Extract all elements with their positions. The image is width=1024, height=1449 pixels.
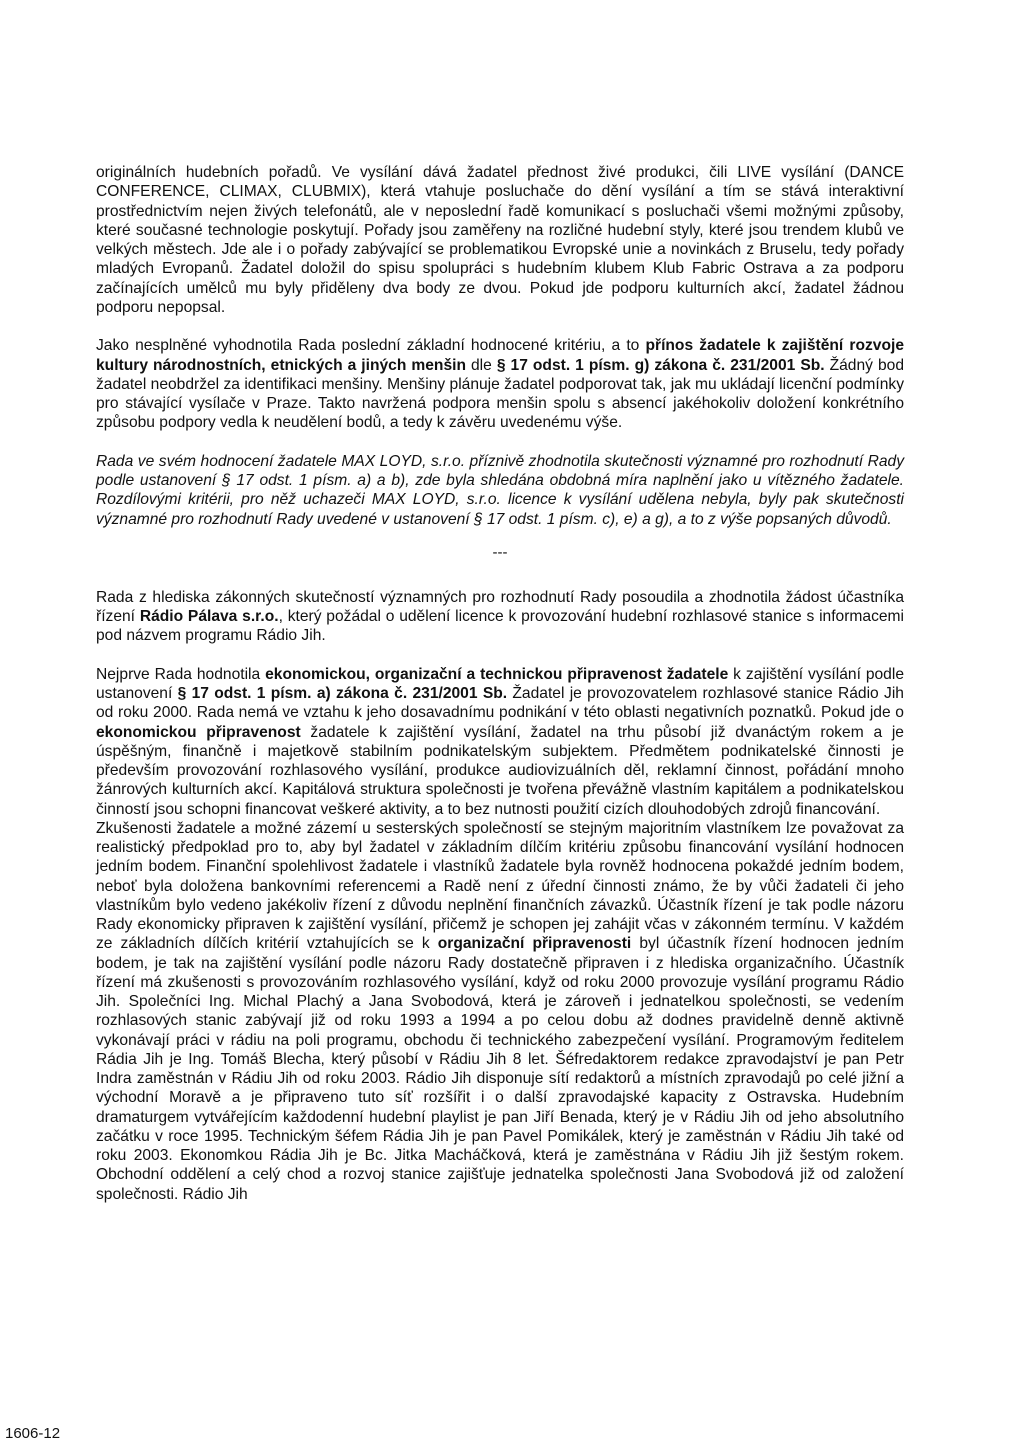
page-number: 1606-12 <box>5 1425 61 1442</box>
document-body <box>96 163 904 1204</box>
paragraph-max-loyd-summary <box>96 452 904 529</box>
bold-text-run: přínos žadatele k zajištění rozvoje kultury národnostních, etnických a jiných menšin <box>96 337 904 374</box>
text-run: k zajištění vysílání podle ustanovení <box>96 665 904 702</box>
text-run: Jako nesplněné vyhodnotila Rada poslední základní hodnocené kritériu, a to <box>96 337 646 355</box>
paragraph-radio-palava-application <box>96 588 904 646</box>
paragraph-economic-readiness <box>96 665 904 819</box>
text-run: Nejprve Rada hodnotila <box>96 665 266 683</box>
paragraph-organizational-readiness <box>96 819 904 1204</box>
text-run: Žádný bod žadatel neobdržel za identifikaci menšiny. Menšiny plánuje žadatel podporovat tak, jak mu ukládají licenční podmínky pro stávající vysílače v Praze. Takto navržená podpora menšin spolu s absencí jakéhokoliv doložení konkrétního způsobu podpory vedla k neudělení bodů, a tedy k závěru uvedenému výše. <box>96 356 904 432</box>
text-run: Zkušenosti žadatele a možné zázemí u sesterských společností se stejným majoritním vlastníkem lze považovat za realistický předpoklad pro to, aby byl žadatel v základním dílčím kritériu způsobu financování vysílání hodnocen jedním bodem. Finanční spolehlivost žadatele i vlastníků žadatele byla rovněž hodnocena pokaždé jedním bodem, neboť byla doložena bankovními referencemi a Radě není z úřední činnosti známo, že by vůči žadateli či jeho vlastníkům bylo vedeno jakékoliv řízení z důvodu neplnění finančních závazků. Účastník řízení je tak podle názoru Rady ekonomicky připraven k zajištění vysílání, přičemž je schopen jej zahájit včas v zákonném termínu. V každém ze základních dílčích kritérií vztahujících se k <box>96 819 904 953</box>
bold-text-run: Rádio Pálava s.r.o. <box>139 608 279 625</box>
text-run: Žadatel je provozovatelem rozhlasové stanice Rádio Jih od roku 2000. Rada nemá ve vztahu k jeho dosavadnímu podnikání v této oblasti negativních poznatků. Pokud jde o <box>96 685 904 722</box>
text-run: Rada ve svém hodnocení žadatele MAX LOYD, s.r.o. příznivě zhodnotila skutečnosti významné pro rozhodnutí Rady podle ustanovení § 17 odst. 1 písm. a) a b), zde byla shledána obdobná míra naplnění jako u vítězného žadatele. Rozdílovými kritérii, pro něž uchazeči MAX LOYD, s.r.o. licence k vysílání udělena nebyla, byly pak skutečnosti významné pro rozhodnutí Rady uvedené v ustanovení § 17 odst. 1 písm. c), e) a g), a to z výše popsaných důvodů. <box>96 452 904 528</box>
section-separator: --- <box>492 543 508 561</box>
text-run: žadatele k zajištění vysílání, žadatel na trhu působí již dvanáctým rokem a je úspěšným, finančně i majetkově stabilním podnikatelským subjektem. Předmětem podnikatelské činnosti je především provozování rozhlasového vysílání, produkce audiovizuálních děl, reklamní činnost, pořádání mnoho žánrových kulturních akcí. Kapitálová struktura společnosti je tvořena převážně vlastním kapitálem a podnikatelskou činností jsou schopni financovat veškeré aktivity, a to bez nutnosti použití cizích dlouhodobých zdrojů financování. <box>96 723 904 818</box>
text-run: dle <box>465 356 497 374</box>
text-run: byl účastník řízení hodnocen jedním bodem, je tak na zajištění vysílání podle názoru Rady dostatečně připraven i z hlediska organizačního. Účastník řízení má zkušenosti s provozováním rozhlasového vysílání, když od roku 2000 provozuje vysílání programu Rádio Jih. Společníci Ing. Michal Plachý a Jana Svobodová, která je zároveň i jednatelkou společnosti, se vedením rozhlasových stanic zabývají již od roku 1993 a 1994 a po celou dobu až dodnes pravidelně denně aktivně vykonávají práci v rádiu na poli programu, obchodu či technického zabezpečení vysílání. Programovým ředitelem Rádia Jih je Ing. Tomáš Blecha, který působí v Rádiu Jih 8 let. Šéfredaktorem redakce zpravodajství je pan Petr Indra zaměstnán v Rádiu Jih od roku 2003. Rádio Jih disponuje sítí redaktorů a místních zpravodajů po celé jižní a východní Moravě a je připraveno tuto síť rozšířit i o další zpravodajské kapacity z Ostravska. Hudebním dramaturgem vytvářejícím každodenní hudební playlist je pan Jiří Benada, který je v Rádiu Jih od jeho absolutního začátku v roce 1995. Technickým šéfem Rádia Jih je pan Pavel Pomikálek, který je zaměstnán v Rádiu Jih také od roku 2003. Ekonomkou Rádia Jih je Bc. Jitka Macháčková, která je zaměstnána v Rádiu Jih již šestým rokem. Obchodní oddělení a celý chod a rozvoj stanice zajišťuje jednatelka společnosti Jana Svobodová již od založení společnosti. Rádio Jih <box>96 935 904 1203</box>
text-run: Rada z hlediska zákonných skutečností významných pro rozhodnutí Rady posoudila a zhodnotila žádost účastníka řízení <box>96 588 904 625</box>
text-run: originálních hudebních pořadů. Ve vysílání dává žadatel přednost živé produkci, čili LIVE vysílání (DANCE CONFERENCE, CLIMAX, CLUBMIX), která vtahuje posluchače do dění vysílání a tím se stává interaktivní prostřednictvím nejen živých telefonátů, ale v neposlední řadě komunikací s posluchači všemi možnými způsoby, které současné technologie poskytují. Pořady jsou zaměřeny na rozličné hudební styly, které jsou trendem klubů ve velkých městech. Jde ale i o pořady zabývající se problematikou Evropské unie a novinkách z Bruselu, tedy pořady mladých Evropanů. Žadatel doložil do spisu spolupráci s hudebním klubem Klub Fabric Ostrava a za podporu začínajících umělců mu byly přiděleny dva body ze dvou. Pokud jde podporu kulturních akcí, žadatel žádnou podporu nepopsal. <box>96 164 904 316</box>
text-run: , který požádal o udělení licence k provozování hudební rozhlasové stanice s informacemi pod názvem programu Rádio Jih. <box>96 608 905 645</box>
bold-text-run: § 17 odst. 1 písm. g) zákona č. 231/2001 Sb. <box>496 356 825 374</box>
bold-text-run: § 17 odst. 1 písm. a) zákona č. 231/2001 Sb. <box>177 685 508 702</box>
bold-text-run: ekonomickou, organizační a technickou připravenost žadatele <box>265 665 729 683</box>
bold-text-run: ekonomickou připravenost <box>96 723 301 741</box>
bold-text-run: organizační připravenosti <box>437 935 632 953</box>
paragraph-music-programs <box>96 163 904 317</box>
paragraph-minorities-criterion <box>96 336 904 432</box>
